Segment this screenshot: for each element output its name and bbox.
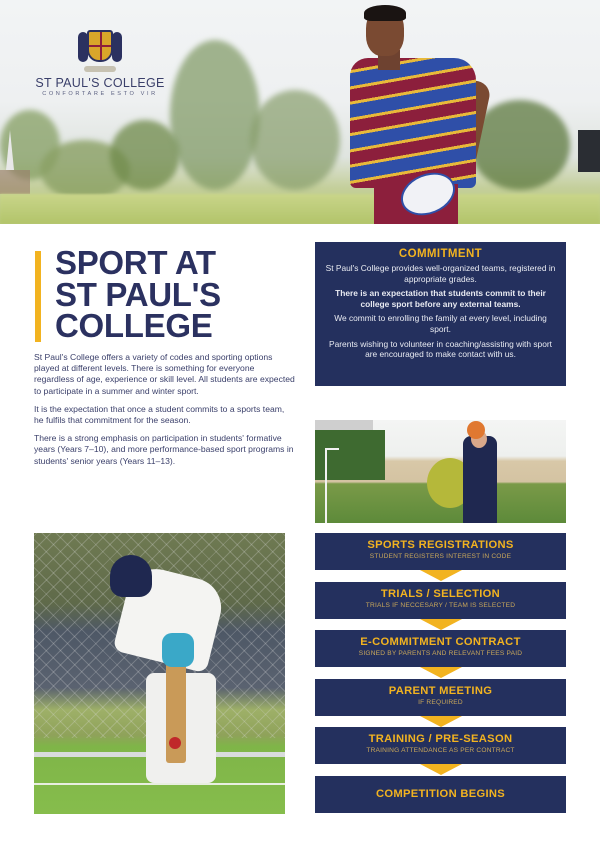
- grass-field: [0, 194, 600, 224]
- striped-jersey: [350, 58, 476, 188]
- flow-step: [315, 582, 566, 619]
- flow-step-title: SPORTS REGISTRATIONS: [367, 539, 514, 551]
- college-name: ST PAUL'S COLLEGE: [35, 76, 165, 90]
- flow-step: [315, 679, 566, 716]
- flow-step-title: COMPETITION BEGINS: [375, 787, 506, 800]
- title-line: SPORT AT: [55, 244, 216, 281]
- background-tree: [110, 120, 180, 190]
- commitment-paragraph: Parents wishing to volunteer in coaching/assisting with sport are encouraged to make contact with us.: [329, 338, 552, 360]
- cricket-ball: [169, 737, 181, 749]
- college-motto: CONFORTARE ESTO VIR: [42, 91, 158, 97]
- arrow-down-icon: [420, 570, 462, 581]
- flow-step-subtitle: SIGNED BY PARENTS AND RELEVANT FEES PAID: [358, 650, 523, 657]
- intro-paragraph: St Paul's College offers a variety of codes and sporting options played at different levels. There is something for everyone regardless of age, experience or skill level. All students are expected to participate in a summer and winter sport.: [34, 352, 295, 396]
- arrow-down-icon: [420, 764, 462, 775]
- flow-step: [315, 630, 566, 667]
- college-crest-icon: [78, 26, 122, 72]
- background-tree: [250, 90, 340, 190]
- background-tree: [170, 40, 260, 190]
- flow-step-title: TRIALS / SELECTION: [380, 587, 501, 600]
- commitment-paragraph: St Paul's College provides well-organized teams, registered in appropriate grades.: [325, 263, 556, 284]
- intro-paragraph: There is a strong emphasis on participation in students' formative years (Years 7–10), and more performance-based sport programs in students' senior years (Years 11–13).: [34, 433, 294, 466]
- flow-step-title: PARENT MEETING: [388, 684, 493, 697]
- basketball-player: [463, 436, 497, 523]
- arrow-down-icon: [420, 667, 462, 678]
- arrow-down-icon: [420, 619, 462, 630]
- cricket-batsman-photo: [34, 533, 285, 814]
- title-line: COLLEGE: [55, 307, 213, 344]
- flow-step-subtitle: TRAINING ATTENDANCE AS PER CONTRACT: [366, 747, 515, 754]
- background-building: [0, 170, 30, 194]
- flow-step-subtitle: TRIALS IF NECCESARY / TEAM IS SELECTED: [365, 601, 516, 609]
- basketball-player-photo: [315, 420, 566, 523]
- basketball-hoop: [325, 448, 339, 523]
- church-spire: [6, 130, 14, 170]
- flow-step-title: E-COMMITMENT CONTRACT: [360, 636, 521, 648]
- flow-step: [315, 727, 566, 764]
- intro-paragraph: It is the expectation that once a student commits to a sports team, he fulfils that commitment for the season.: [34, 403, 285, 426]
- flow-step-final: [315, 776, 566, 813]
- intro-text: [34, 352, 296, 474]
- page-title: [55, 244, 295, 344]
- cricket-helmet: [110, 555, 152, 597]
- flow-step-subtitle: IF REQUIRED: [418, 698, 463, 706]
- sport-process-flow: [315, 533, 566, 824]
- flow-step: [315, 533, 566, 570]
- title-accent-bar: [35, 251, 41, 342]
- college-logo: [34, 26, 166, 97]
- rugby-player: [348, 0, 498, 224]
- arrow-down-icon: [420, 716, 462, 727]
- commitment-paragraph: We commit to enrolling the family at every level, including sport.: [334, 313, 547, 334]
- commitment-paragraph-emphasis: There is an expectation that students commit to their college sport before any external teams.: [335, 288, 546, 309]
- scoreboard: [578, 130, 600, 172]
- title-line: ST PAUL'S: [55, 275, 221, 313]
- flow-step-subtitle: STUDENT REGISTERS INTEREST IN CODE: [369, 553, 512, 560]
- basketball: [467, 421, 485, 439]
- flow-step-title: TRAINING / PRE-SEASON: [368, 733, 513, 745]
- commitment-heading: COMMITMENT: [398, 248, 483, 260]
- commitment-box: [315, 242, 566, 386]
